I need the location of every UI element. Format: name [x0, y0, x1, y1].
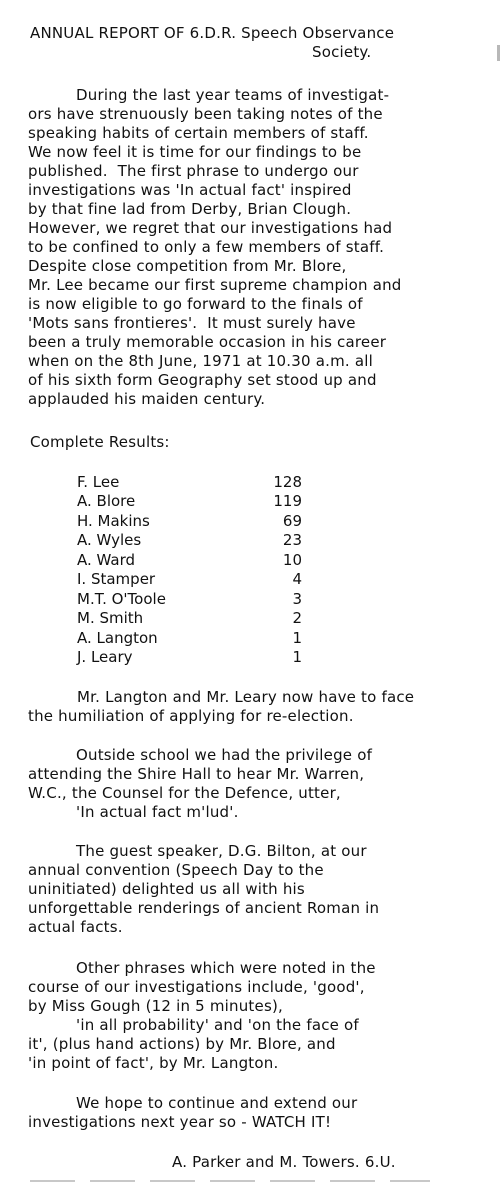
intro-line: published. The first phrase to undergo our: [28, 162, 359, 180]
intro-line: ors have strenuously been taking notes of the: [28, 105, 383, 123]
paragraph-line: 'in point of fact', by Mr. Langton.: [28, 1054, 279, 1072]
result-score: 1: [292, 629, 302, 647]
result-score: 69: [282, 512, 302, 530]
result-name: A. Blore: [77, 492, 136, 510]
paragraph-line: 'in all probability' and 'on the face of: [76, 1016, 359, 1034]
paragraph-line: The guest speaker, D.G. Bilton, at our: [76, 842, 367, 860]
report-title-line-1: ANNUAL REPORT OF 6.D.R. Speech Observance: [30, 24, 395, 42]
result-name: I. Stamper: [77, 570, 156, 588]
paragraph-line: unforgettable renderings of ancient Roman in: [28, 899, 380, 917]
paragraph-line: investigations next year so - WATCH IT!: [28, 1113, 332, 1131]
report-signature: A. Parker and M. Towers. 6.U.: [172, 1153, 396, 1171]
intro-line: of his sixth form Geography set stood up and: [28, 371, 377, 389]
intro-line: speaking habits of certain members of staff.: [28, 124, 369, 142]
paragraph-line: annual convention (Speech Day to the: [28, 861, 324, 879]
intro-line: Mr. Lee became our first supreme champion and: [28, 276, 402, 294]
intro-line: when on the 8th June, 1971 at 10.30 a.m. all: [28, 352, 373, 370]
result-name: A. Langton: [77, 629, 158, 647]
paragraph-line: by Miss Gough (12 in 5 minutes),: [28, 997, 283, 1015]
intro-line: Despite close competition from Mr. Blore,: [28, 257, 347, 275]
result-score: 10: [282, 551, 302, 569]
intro-line: We now feel it is time for our findings to be: [28, 143, 362, 161]
result-score: 119: [273, 492, 302, 510]
paragraph-line: it', (plus hand actions) by Mr. Blore, and: [28, 1035, 336, 1053]
result-name: H. Makins: [77, 512, 150, 530]
paragraph-line: the humiliation of applying for re-election.: [28, 707, 354, 725]
paragraph-line: actual facts.: [28, 918, 123, 936]
result-name: A. Ward: [77, 551, 136, 569]
result-score: 4: [292, 570, 302, 588]
intro-line: to be confined to only a few members of staff.: [28, 238, 385, 256]
report-title-line-2: Society.: [312, 43, 372, 61]
intro-line: investigations was 'In actual fact' inspired: [28, 181, 352, 199]
intro-line: During the last year teams of investigat-: [76, 86, 390, 104]
result-name: J. Leary: [77, 648, 133, 666]
result-name: F. Lee: [77, 473, 120, 491]
intro-line: 'Mots sans frontieres'. It must surely have: [28, 314, 356, 332]
paragraph-line: course of our investigations include, 'good',: [28, 978, 365, 996]
result-name: M.T. O'Toole: [77, 590, 166, 608]
result-name: A. Wyles: [77, 531, 142, 549]
results-heading: Complete Results:: [30, 433, 170, 451]
paragraph-line: Outside school we had the privilege of: [76, 746, 373, 764]
paragraph-line: uninitiated) delighted us all with his: [28, 880, 305, 898]
paragraph-line: attending the Shire Hall to hear Mr. Warren,: [28, 765, 365, 783]
result-name: M. Smith: [77, 609, 144, 627]
result-score: 128: [273, 473, 302, 491]
paragraph-line: 'In actual fact m'lud'.: [76, 803, 239, 821]
intro-line: However, we regret that our investigations had: [28, 219, 393, 237]
result-score: 3: [292, 590, 302, 608]
paragraph-line: Mr. Langton and Mr. Leary now have to face: [77, 688, 415, 706]
paragraph-line: Other phrases which were noted in the: [76, 959, 376, 977]
result-score: 1: [292, 648, 302, 666]
intro-line: is now eligible to go forward to the finals of: [28, 295, 363, 313]
intro-line: by that fine lad from Derby, Brian Clough.: [28, 200, 352, 218]
intro-line: applauded his maiden century.: [28, 390, 266, 408]
paragraph-line: We hope to continue and extend our: [76, 1094, 358, 1112]
paragraph-line: W.C., the Counsel for the Defence, utter,: [28, 784, 341, 802]
intro-line: been a truly memorable occasion in his career: [28, 333, 387, 351]
result-score: 2: [292, 609, 302, 627]
bottom-rule: [30, 1180, 430, 1182]
result-score: 23: [282, 531, 302, 549]
